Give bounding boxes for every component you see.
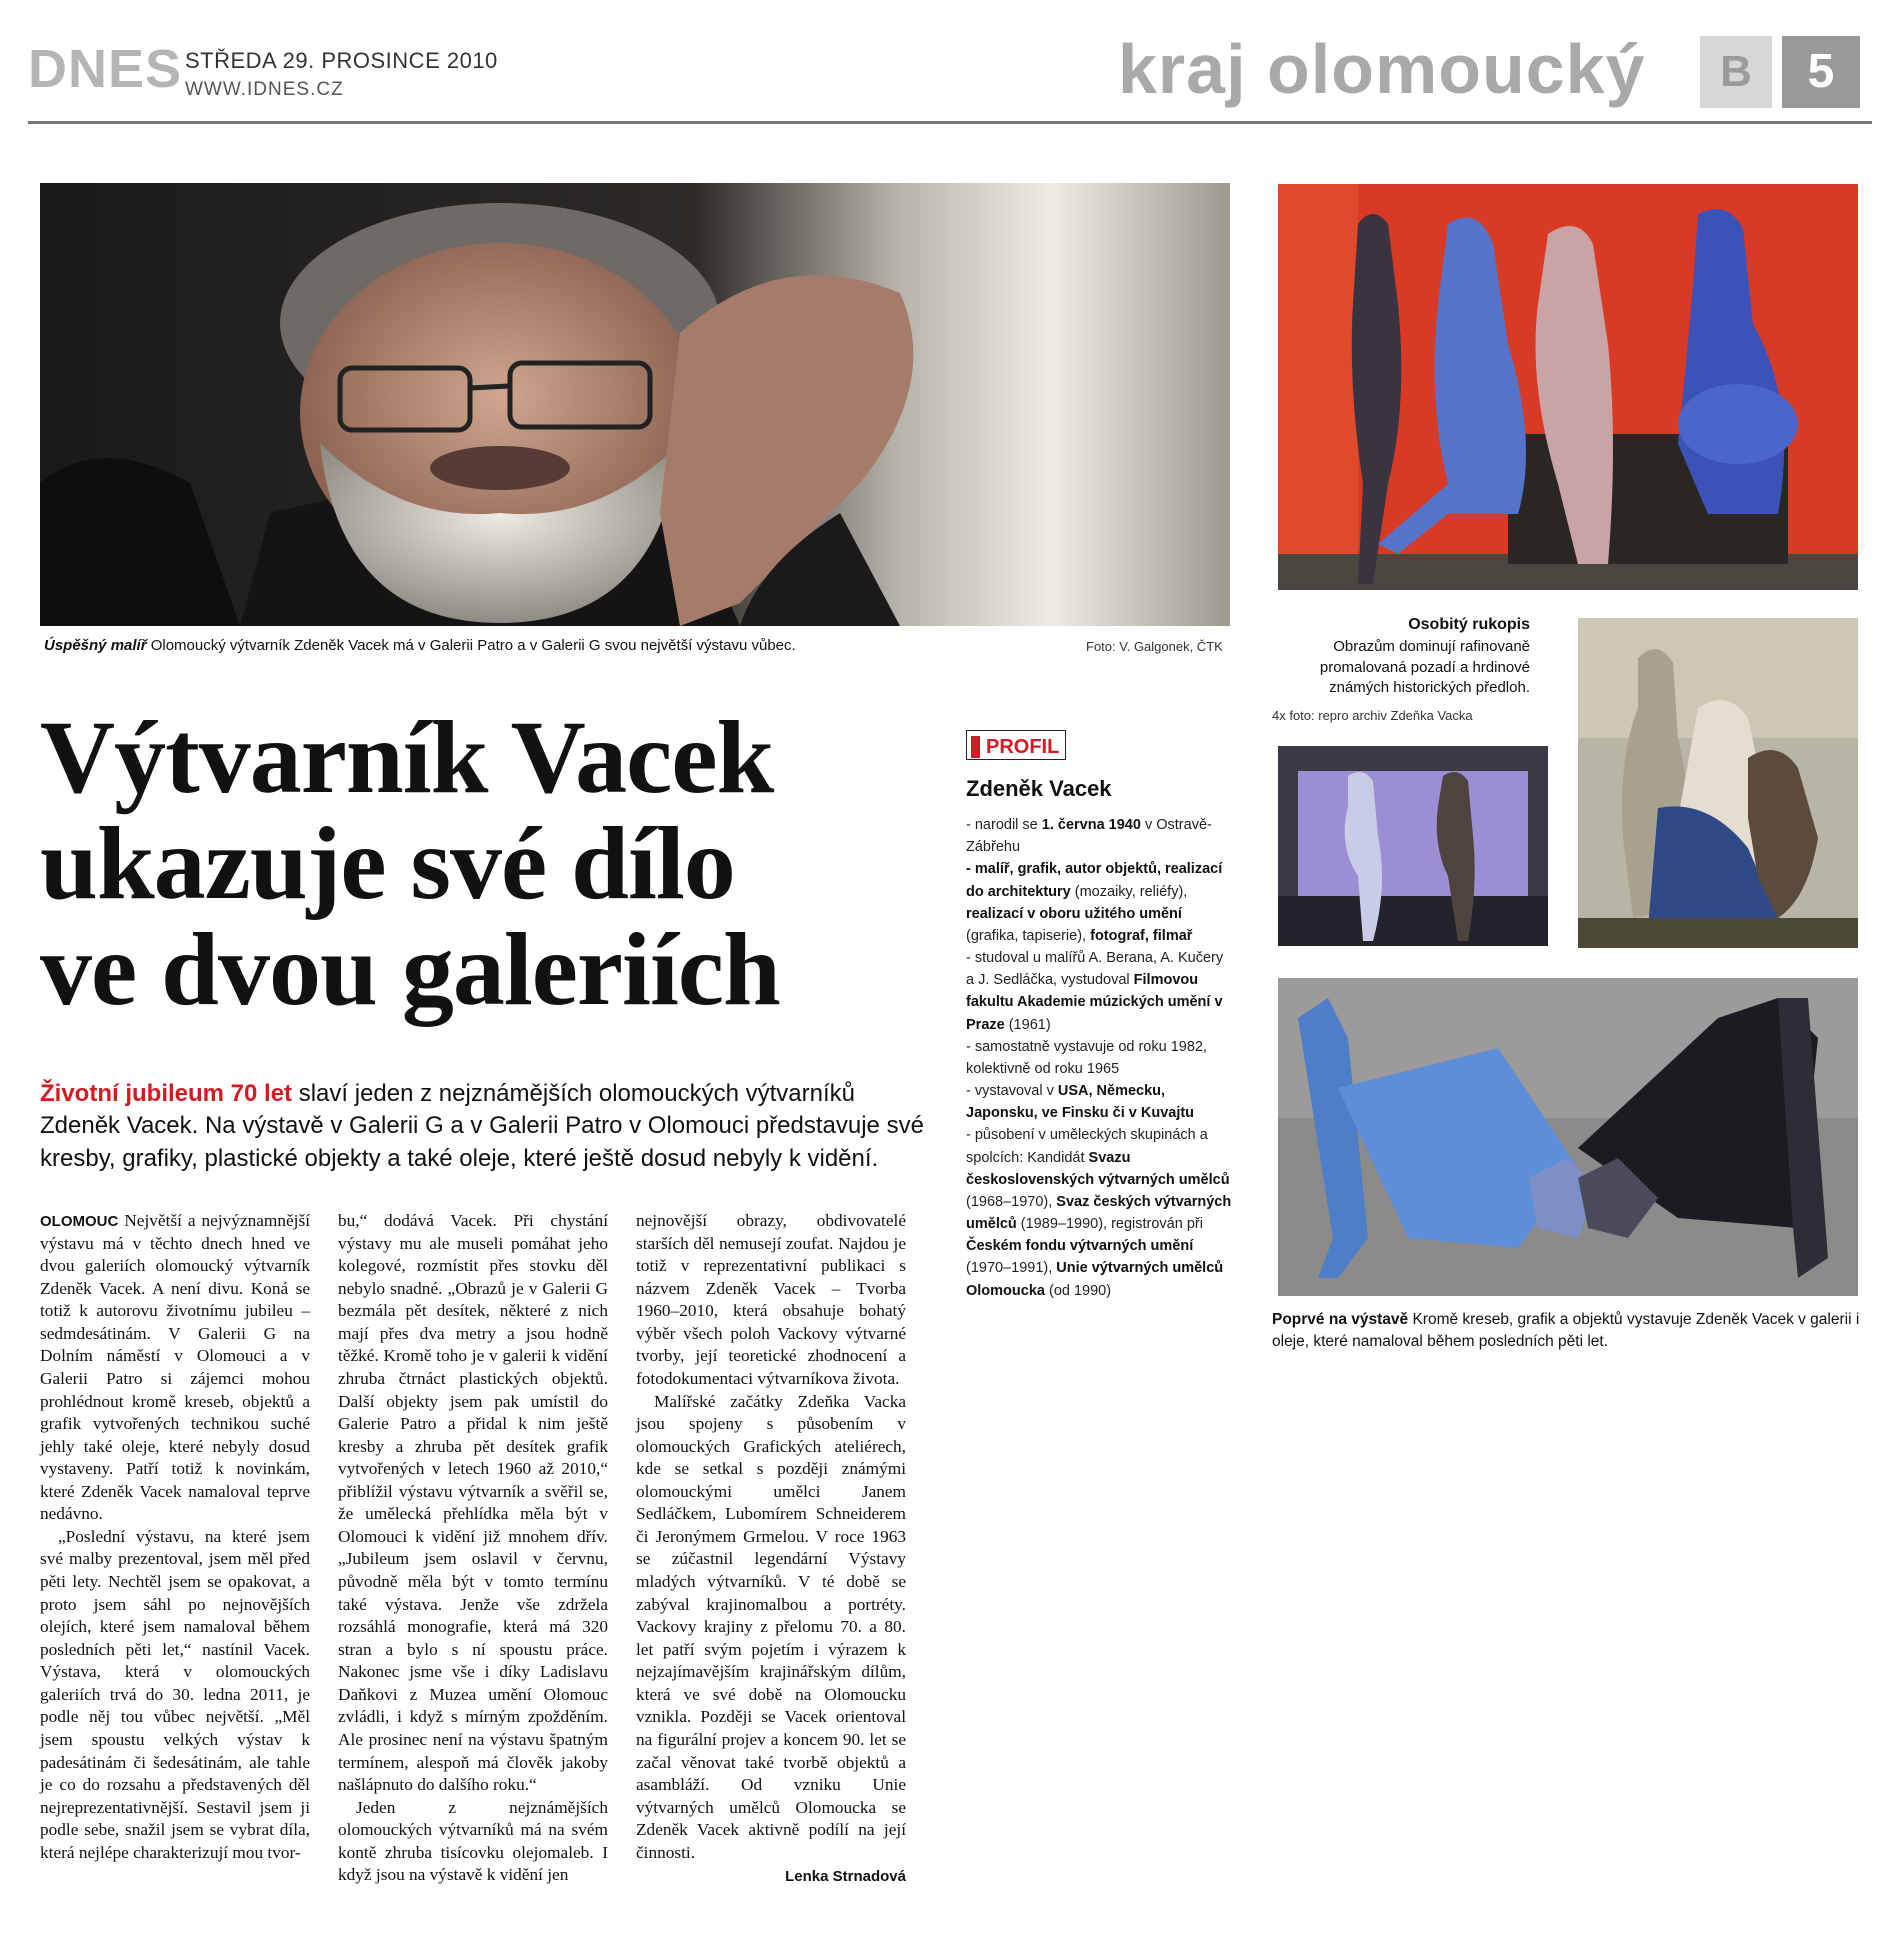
headline-line-3: ve dvou galeriích — [40, 912, 780, 1028]
paintings-credit: 4x foto: repro archiv Zdeňka Vacka — [1272, 708, 1473, 723]
headline-line-1: Výtvarník Vacek — [40, 700, 774, 815]
paintings-caption-text: Obrazům dominují rafinovaně promalovaná pozadí a hrdinové známých historických předloh. — [1319, 638, 1530, 697]
section-letter: B — [1700, 36, 1772, 108]
portrait-caption-title: Úspěšný malíř — [44, 637, 147, 654]
painting-two-figures — [1278, 746, 1548, 946]
profile-tag — [966, 730, 1066, 760]
lead-highlight: Životní jubileum 70 let — [40, 1080, 293, 1107]
red-square-icon — [971, 736, 980, 758]
bulls-caption-title: Poprvé na výstavě — [1272, 1311, 1409, 1328]
painting-figures-red — [1278, 184, 1858, 590]
article-column-2 — [338, 1210, 608, 1887]
website-url: WWW.IDNES.CZ — [185, 79, 344, 100]
profile-name: Zdeněk Vacek — [966, 776, 1112, 801]
bulls-caption — [1272, 1309, 1872, 1354]
headline-line-2: ukazuje své dílo — [40, 806, 735, 922]
profile-birth: - narodil se 1. června 1940 v Ostravě-Zábřehu — [966, 817, 1212, 856]
header-rule — [28, 121, 1872, 124]
article-lead — [40, 1078, 940, 1175]
dateline: OLOMOUC — [40, 1213, 119, 1230]
profile-professions: - malíř, grafik, autor objektů, realizací do architektury (mozaiky, reliéfy), realizací v oboru užitého umění (grafika, tapiserie), fotograf, filmař — [966, 861, 1223, 944]
newspaper-logo: DNES — [28, 39, 183, 99]
issue-date: STŘEDA 29. PROSINCE 2010 — [185, 48, 498, 73]
col2-paragraph-2: Jeden z nejznámějších olomouckých výtvarníků má na svém kontě zhruba tisícovku olejomaleb. I když jsou na výstavě k vidění jen — [338, 1797, 608, 1885]
profile-facts — [966, 814, 1234, 1302]
page-number: 5 — [1782, 36, 1860, 108]
col1-paragraph-1: Největší a nejvýznamnější výstavu má v těchto dnech hned ve dvou galeriích olomoucký výtvarník Zdeněk Vacek. A není divu. Koná se totiž k autorovu životnímu jubileu – sedmdesátinám. V Galerii G na Dolním náměstí v Olomouci a v Galerii Patro si zájemci mohou prohlédnout kromě kreseb, objektů a grafik vytvořených technikou suché jehly také oleje, které nebyly dosud vystaveny. Patří totiž k novinkám, které Zdeněk Vacek namaloval teprve nedávno. — [40, 1211, 310, 1524]
profile-exhibitions: - samostatně vystavuje od roku 1982, kolektivně od roku 1965 — [966, 1038, 1207, 1077]
col3-paragraph-1: nejnovější obrazy, obdivovatelé starších děl nemusejí zoufat. Najdou je totiž v reprezentativní publikaci s názvem Zdeněk Vacek – Tvorba 1960–2010, která obsahuje bohatý výběr všech poloh Vackovy výtvarné tvorby, její teoretické zhodnocení a fotodokumentaci výtvarníkova života. — [636, 1211, 906, 1388]
article-headline — [40, 700, 990, 1028]
profile-abroad: - vystavoval v USA, Německu, Japonsku, ve Finsku či v Kuvajtu — [966, 1083, 1195, 1122]
portrait-photo — [40, 183, 1230, 626]
paintings-caption-title: Osobitý rukopis — [1408, 616, 1530, 633]
section-title: kraj olomoucký — [1118, 30, 1646, 108]
portrait-credit: Foto: V. Galgonek, ČTK — [1086, 639, 1223, 654]
portrait-image — [40, 183, 1230, 626]
painting-bulls-image — [1278, 978, 1858, 1296]
col2-paragraph-1: bu,“ dodává Vacek. Při chystání výstavy mu ale museli pomáhat jeho kolegové, rozmístit přes stovku děl nebylo snadné. „Obrazů je v Galerii G bezmála pět desítek, některé z nich mají přes dva metry a jsou hodně těžké. Kromě toho je v galerii k vidění zhruba čtrnáct plastických objektů. Další objekty jsem pak umístil do Galerie Patro a přidal k nim ještě kresby a zhruba pět desítek grafik vytvořených v letech 1960 až 2010,“ přiblížil výstavu výtvarník a svěřil se, že umělecká přehlídka měla být v Olomouci k vidění již mnohem dřív. „Jubileum jsem oslavil v červnu, původně měla být v tomto termínu také výstava. Jenže vše zdržela rozsáhlá monografie, která má 320 stran a bylo s ní spoustu práce. Nakonec jsme vše i díky Ladislavu Daňkovi z Muzea umění Olomouc zvládli, i když s mírným zpožděním. Ale prosinec není na výstavu špatným termínem, alespoň má člověk jakoby našlápnuto do dalšího roku.“ — [338, 1211, 608, 1795]
col3-paragraph-2: Malířské začátky Zdeňka Vacka jsou spojeny s působením v olomouckých Grafických ateliérech, kde se setkal s později známými olomouckými umělci Janem Sedláčkem, Lubomírem Schneiderem či Jeronýmem Grmelou. V roce 1963 se zúčastnil legendární Výstavy mladých výtvarníků. V té době se zabýval krajinomalbou a portréty. Vackovy krajiny z přelomu 70. a 80. let patří svým pojetím i výrazem k nejzajímavějším krajinářským dílům, která ve své době na Olomoucku vznikla. Později se Vacek orientoval na figurální projev a koncem 90. let se začal věnovat také tvorbě objektů a asambláží. Od vzniku Unie výtvarných umělců Olomoucka se Zdeněk Vacek aktivně podílí na její činnosti. — [636, 1391, 906, 1862]
painting-group-image — [1578, 618, 1858, 948]
profile-education: - studoval u malířů A. Berana, A. Kučery a J. Sedláčka, vystudoval Filmovou fakultu Akademie múzických umění v Praze (1961) — [966, 950, 1224, 1033]
lead-text: slaví jeden z nejznámějších olomouckých výtvarníků Zdeněk Vacek. Na výstavě v Galerii G a v Galerii Patro v Olomouci představuje své kresby, grafiky, plastické objekty a také oleje, které ještě dosud nebyly k vidění. — [40, 1080, 924, 1172]
painting-group — [1578, 618, 1858, 948]
portrait-caption-text: Olomoucký výtvarník Zdeněk Vacek má v Galerii Patro a v Galerii G svou největší výstavu vůbec. — [150, 637, 796, 654]
byline: Lenka Strnadová — [785, 1868, 906, 1886]
article-column-1 — [40, 1210, 310, 1864]
col1-paragraph-2: „Poslední výstavu, na které jsem své malby prezentoval, jsem měl před pěti lety. Nechtěl jsem se opakovat, a proto jsem sáhl po nejnovějších olejích, které jsem namaloval během posledních pěti let,“ nastínil Vacek. Výstava, která v olomouckých galeriích trvá do 30. ledna 2011, je podle něj tou vůbec největší. „Měl jsem spoustu velkých výstav k padesátinám či šedesátinám, ale tahle je co do rozsahu a představených děl nejreprezentativnější. Sestavil jsem ji podle sebe, snažil jsem se vybrat díla, která nejlépe charakterizují mou tvor- — [40, 1526, 310, 1862]
article-column-3 — [636, 1210, 906, 1887]
profile-tag-label: PROFIL — [986, 735, 1060, 758]
portrait-caption — [44, 636, 1224, 656]
bulls-caption-text: Kromě kreseb, grafik a objektů vystavuje Zdeněk Vacek v galerii i oleje, které namaloval během posledních pěti let. — [1272, 1311, 1860, 1351]
painting-figures-red-image — [1278, 184, 1858, 590]
painting-bulls — [1278, 978, 1858, 1296]
painting-two-figures-image — [1278, 746, 1548, 946]
profile-groups: - působení v uměleckých skupinách a spolcích: Kandidát Svazu československých výtvarných umělců (1968–1970), Svaz českých výtvarných umělců (1989–1990), registrován při Českém fondu výtvarných umění (1970–1991), Unie výtvarných umělců Olomoucka (od 1990) — [966, 1127, 1232, 1299]
